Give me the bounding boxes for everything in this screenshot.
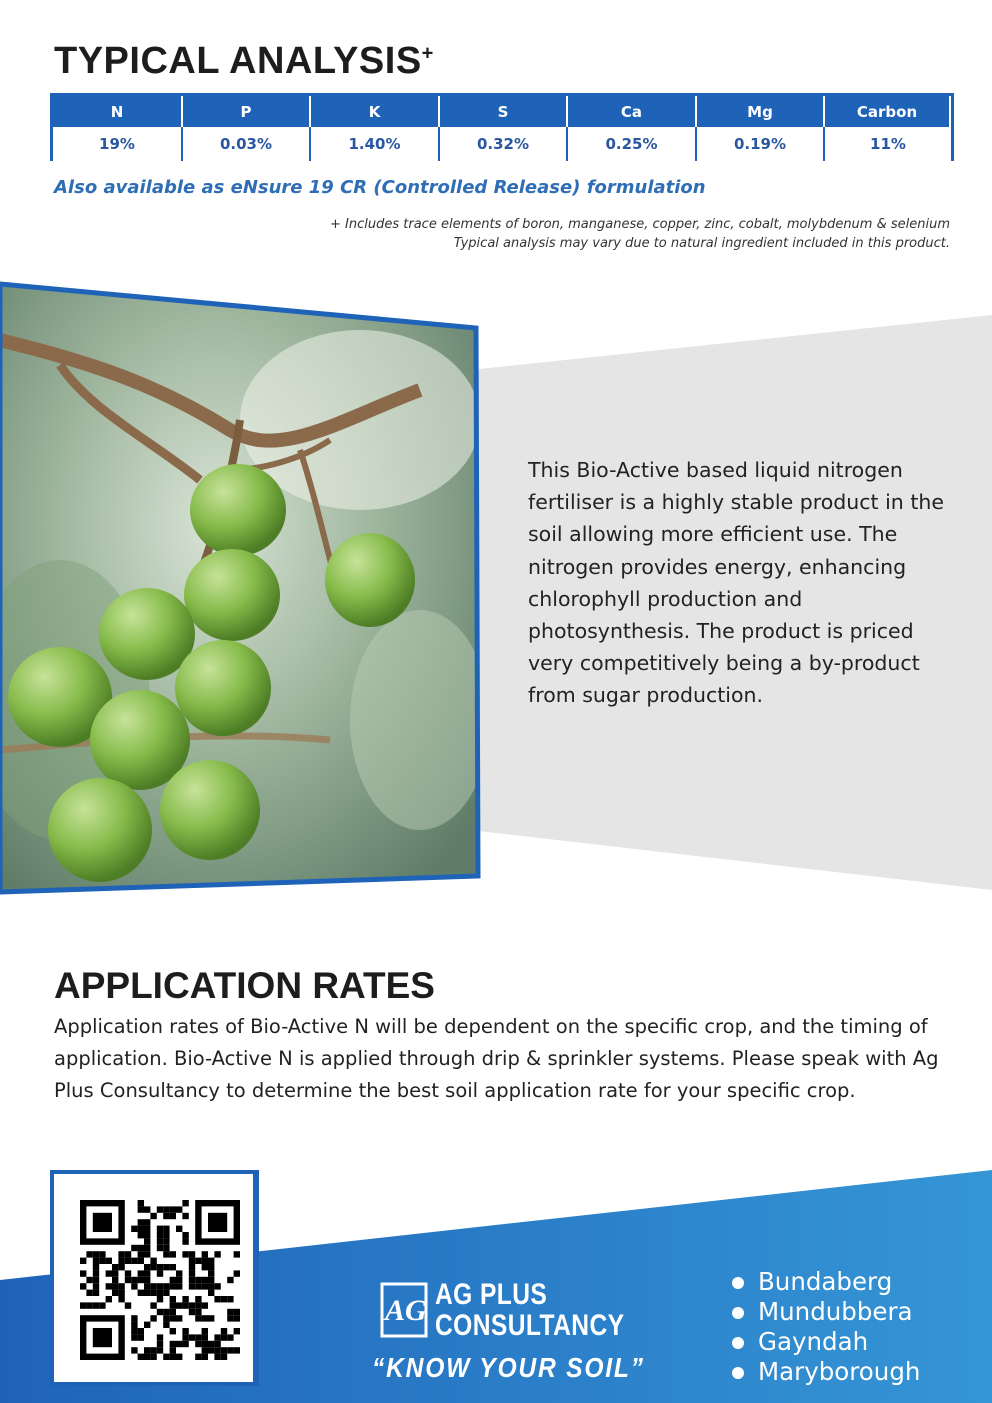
qr-module	[138, 1334, 144, 1340]
qr-module	[195, 1315, 201, 1321]
qr-module	[189, 1277, 195, 1283]
qr-module	[182, 1302, 188, 1308]
qr-module	[234, 1309, 240, 1315]
qr-module	[112, 1283, 118, 1289]
analysis-header-mg: Mg	[697, 96, 825, 127]
analysis-value-ca: 0.25%	[568, 127, 697, 161]
qr-module	[144, 1238, 150, 1244]
qr-module	[227, 1309, 233, 1315]
qr-module	[176, 1226, 182, 1232]
qr-module	[144, 1354, 150, 1360]
qr-module	[234, 1270, 240, 1276]
qr-module	[208, 1341, 214, 1347]
qr-module	[157, 1283, 163, 1289]
qr-module	[157, 1232, 163, 1238]
qr-module	[144, 1206, 150, 1212]
qr-module	[227, 1347, 233, 1353]
qr-module	[214, 1354, 220, 1360]
qr-module	[138, 1258, 144, 1264]
qr-module	[144, 1322, 150, 1328]
qr-module	[138, 1251, 144, 1257]
qr-module	[176, 1341, 182, 1347]
qr-module	[144, 1251, 150, 1257]
analysis-header-carbon: Carbon	[825, 96, 951, 127]
qr-module	[208, 1258, 214, 1264]
qr-module	[93, 1283, 99, 1289]
qr-module	[118, 1296, 124, 1302]
qr-module	[170, 1341, 176, 1347]
qr-module	[80, 1270, 86, 1276]
qr-module	[150, 1315, 156, 1321]
typical-analysis-heading: TYPICAL ANALYSIS+	[54, 40, 434, 82]
qr-module	[150, 1302, 156, 1308]
qr-module	[170, 1309, 176, 1315]
qr-module	[195, 1302, 201, 1308]
qr-module	[189, 1251, 195, 1257]
qr-module	[138, 1206, 144, 1212]
qr-module	[144, 1264, 150, 1270]
qr-module	[189, 1334, 195, 1340]
analysis-value-p: 0.03%	[183, 127, 311, 161]
qr-module	[195, 1354, 201, 1360]
qr-module	[208, 1277, 214, 1283]
qr-module	[157, 1206, 163, 1212]
company-name	[435, 1279, 624, 1341]
qr-module	[131, 1283, 137, 1289]
analysis-value-k: 1.40%	[311, 127, 440, 161]
qr-module	[182, 1238, 188, 1244]
qr-module	[157, 1334, 163, 1340]
qr-module	[189, 1283, 195, 1289]
qr-module	[112, 1277, 118, 1283]
qr-module	[214, 1296, 220, 1302]
trace-elements-footnote: + Includes trace elements of boron, manganese, copper, zinc, cobalt, molybdenum & selenium	[330, 217, 950, 232]
qr-module	[170, 1315, 176, 1321]
qr-module	[131, 1315, 137, 1321]
qr-module	[176, 1270, 182, 1276]
qr-module	[182, 1334, 188, 1340]
qr-module	[208, 1270, 214, 1276]
company-name-line1: AG PLUS	[435, 1278, 548, 1311]
qr-module	[99, 1258, 105, 1264]
qr-module	[138, 1277, 144, 1283]
qr-module	[176, 1277, 182, 1283]
qr-module	[80, 1302, 86, 1308]
qr-module	[170, 1283, 176, 1289]
qr-module	[182, 1328, 188, 1334]
qr-module	[227, 1334, 233, 1340]
qr-module	[234, 1328, 240, 1334]
qr-module	[106, 1258, 112, 1264]
location-item: Mundubbera	[728, 1297, 920, 1327]
qr-module	[202, 1347, 208, 1353]
qr-module	[131, 1277, 137, 1283]
qr-module	[189, 1264, 195, 1270]
qr-module	[144, 1283, 150, 1289]
qr-module	[182, 1251, 188, 1257]
qr-module	[157, 1347, 163, 1353]
qr-module	[157, 1238, 163, 1244]
qr-module	[176, 1302, 182, 1308]
qr-module	[208, 1290, 214, 1296]
qr-module	[163, 1232, 169, 1238]
qr-module	[112, 1270, 118, 1276]
location-item: Maryborough	[728, 1357, 920, 1387]
qr-module	[106, 1296, 112, 1302]
qr-module	[189, 1302, 195, 1308]
qr-module	[163, 1315, 169, 1321]
qr-module	[138, 1328, 144, 1334]
qr-module	[118, 1283, 124, 1289]
qr-module	[195, 1296, 201, 1302]
svg-text:AG: AG	[385, 1294, 427, 1327]
qr-module	[131, 1322, 137, 1328]
qr-module	[170, 1328, 176, 1334]
qr-module	[182, 1232, 188, 1238]
ag-plus-logo-icon	[378, 1280, 430, 1340]
qr-module	[86, 1277, 92, 1283]
qr-module	[157, 1341, 163, 1347]
qr-module	[157, 1290, 163, 1296]
qr-module	[144, 1232, 150, 1238]
analysis-header-p: P	[183, 96, 311, 127]
qr-module	[202, 1334, 208, 1340]
qr-module	[144, 1347, 150, 1353]
qr-module	[93, 1290, 99, 1296]
qr-module	[144, 1290, 150, 1296]
analysis-value-mg: 0.19%	[697, 127, 825, 161]
qr-module	[125, 1251, 131, 1257]
qr-module	[131, 1258, 137, 1264]
qr-module	[221, 1296, 227, 1302]
qr-module	[170, 1277, 176, 1283]
qr-module	[93, 1258, 99, 1264]
qr-module	[144, 1277, 150, 1283]
qr-module	[189, 1270, 195, 1276]
qr-module	[170, 1302, 176, 1308]
qr-module	[86, 1302, 92, 1308]
qr-module	[93, 1270, 99, 1276]
qr-module	[99, 1302, 105, 1308]
qr-module	[208, 1347, 214, 1353]
qr-module	[182, 1296, 188, 1302]
qr-module	[163, 1238, 169, 1244]
qr-module	[227, 1277, 233, 1283]
qr-module	[189, 1258, 195, 1264]
analysis-value-n: 19%	[53, 127, 183, 161]
qr-module	[182, 1200, 188, 1206]
qr-module	[138, 1219, 144, 1225]
analysis-header-k: K	[311, 96, 440, 127]
analysis-table	[50, 93, 954, 161]
qr-module	[138, 1354, 144, 1360]
qr-module	[202, 1258, 208, 1264]
qr-module	[86, 1251, 92, 1257]
qr-module	[234, 1347, 240, 1353]
qr-module	[125, 1270, 131, 1276]
qr-module	[138, 1226, 144, 1232]
qr-module	[214, 1347, 220, 1353]
qr-module	[176, 1315, 182, 1321]
qr-module	[221, 1328, 227, 1334]
qr-module	[157, 1226, 163, 1232]
analysis-value-s: 0.32%	[440, 127, 568, 161]
qr-module	[144, 1219, 150, 1225]
company-name-line2: CONSULTANCY	[435, 1309, 625, 1342]
qr-module	[195, 1309, 201, 1315]
qr-module	[221, 1334, 227, 1340]
qr-module	[163, 1309, 169, 1315]
qr-module	[93, 1264, 99, 1270]
macadamia-photo	[0, 270, 490, 910]
qr-module	[118, 1258, 124, 1264]
qr-module	[138, 1232, 144, 1238]
qr-module	[163, 1290, 169, 1296]
qr-module	[157, 1309, 163, 1315]
qr-module	[189, 1309, 195, 1315]
qr-module	[86, 1290, 92, 1296]
application-rates-text: Application rates of Bio-Active N will be dependent on the specific crop, and the timing of application. Bio-Active N is applied through drip & sprinkler systems. Please speak with Ag Plus Consultancy to determine the best soil application rate for your specific crop.	[54, 1015, 939, 1103]
qr-module	[176, 1354, 182, 1360]
qr-module	[208, 1283, 214, 1289]
qr-code[interactable]	[50, 1170, 259, 1386]
qr-module	[150, 1347, 156, 1353]
qr-module	[144, 1245, 150, 1251]
qr-module	[214, 1341, 220, 1347]
qr-module	[157, 1296, 163, 1302]
qr-module	[208, 1264, 214, 1270]
qr-module	[157, 1270, 163, 1276]
qr-module	[118, 1264, 124, 1270]
qr-module	[182, 1213, 188, 1219]
qr-code-pattern	[80, 1200, 240, 1360]
analysis-header-s: S	[440, 96, 568, 127]
qr-module	[138, 1290, 144, 1296]
qr-module	[163, 1213, 169, 1219]
qr-module	[195, 1277, 201, 1283]
qr-module	[214, 1283, 220, 1289]
qr-module	[144, 1270, 150, 1276]
qr-module	[227, 1296, 233, 1302]
qr-module	[157, 1245, 163, 1251]
qr-module	[118, 1290, 124, 1296]
qr-module	[214, 1251, 220, 1257]
qr-module	[131, 1334, 137, 1340]
qr-module	[131, 1226, 137, 1232]
qr-module	[221, 1347, 227, 1353]
qr-module	[150, 1258, 156, 1264]
variability-footnote: Typical analysis may vary due to natural ingredient included in this product.	[453, 236, 950, 251]
analysis-value-carbon: 11%	[825, 127, 951, 161]
qr-module	[202, 1354, 208, 1360]
qr-module	[93, 1251, 99, 1257]
qr-module	[195, 1341, 201, 1347]
qr-module	[202, 1328, 208, 1334]
qr-module	[163, 1264, 169, 1270]
qr-module	[125, 1277, 131, 1283]
qr-module	[195, 1258, 201, 1264]
qr-module	[170, 1347, 176, 1353]
qr-module	[131, 1245, 137, 1251]
qr-module	[163, 1251, 169, 1257]
analysis-header-ca: Ca	[568, 96, 697, 127]
qr-module	[202, 1277, 208, 1283]
qr-module	[163, 1354, 169, 1360]
qr-module	[80, 1258, 86, 1264]
qr-module	[170, 1206, 176, 1212]
qr-module	[125, 1302, 131, 1308]
qr-module	[170, 1213, 176, 1219]
qr-module	[138, 1200, 144, 1206]
qr-module	[150, 1283, 156, 1289]
qr-module	[163, 1245, 169, 1251]
qr-module	[99, 1251, 105, 1257]
qr-module	[112, 1290, 118, 1296]
qr-module	[195, 1334, 201, 1340]
qr-module	[163, 1206, 169, 1212]
qr-module	[176, 1283, 182, 1289]
qr-module	[112, 1264, 118, 1270]
location-item: Gayndah	[728, 1327, 920, 1357]
qr-module	[170, 1264, 176, 1270]
qr-module	[214, 1334, 220, 1340]
qr-module	[138, 1270, 144, 1276]
qr-module	[150, 1354, 156, 1360]
qr-module	[118, 1251, 124, 1257]
qr-module	[170, 1354, 176, 1360]
qr-module	[93, 1302, 99, 1308]
qr-module	[80, 1283, 86, 1289]
qr-module	[157, 1264, 163, 1270]
qr-module	[227, 1315, 233, 1321]
qr-module	[163, 1322, 169, 1328]
qr-module	[106, 1270, 112, 1276]
analysis-header-n: N	[53, 96, 183, 127]
qr-module	[170, 1251, 176, 1257]
qr-module	[176, 1206, 182, 1212]
qr-module	[195, 1283, 201, 1289]
qr-module	[163, 1283, 169, 1289]
qr-module	[234, 1315, 240, 1321]
qr-module	[202, 1264, 208, 1270]
qr-module	[202, 1251, 208, 1257]
location-item: Bundaberg	[728, 1267, 920, 1297]
qr-module	[182, 1341, 188, 1347]
qr-module	[234, 1251, 240, 1257]
qr-module	[202, 1302, 208, 1308]
qr-module	[131, 1347, 137, 1353]
product-description: This Bio-Active based liquid nitrogen fertiliser is a highly stable product in the soil allowing more efficient use. The nitrogen provides energy, enhancing chlorophyll production and photosynthesis. The product is priced very competitively being a by-product from sugar production.	[528, 458, 944, 708]
company-tagline: “KNOW YOUR SOIL”	[372, 1352, 645, 1383]
qr-module	[138, 1245, 144, 1251]
also-available-note: Also available as eNsure 19 CR (Controlled Release) formulation	[54, 177, 706, 198]
qr-module	[106, 1283, 112, 1289]
locations-list	[728, 1267, 920, 1387]
qr-module	[202, 1315, 208, 1321]
qr-module	[170, 1296, 176, 1302]
qr-module	[221, 1354, 227, 1360]
qr-module	[163, 1226, 169, 1232]
qr-module	[202, 1341, 208, 1347]
qr-module	[150, 1264, 156, 1270]
qr-module	[150, 1213, 156, 1219]
application-rates-heading: APPLICATION RATES	[54, 965, 435, 1006]
qr-module	[144, 1226, 150, 1232]
qr-module	[208, 1315, 214, 1321]
qr-module	[131, 1328, 137, 1334]
qr-module	[150, 1290, 156, 1296]
qr-module	[125, 1258, 131, 1264]
qr-module	[202, 1283, 208, 1289]
qr-module	[93, 1277, 99, 1283]
